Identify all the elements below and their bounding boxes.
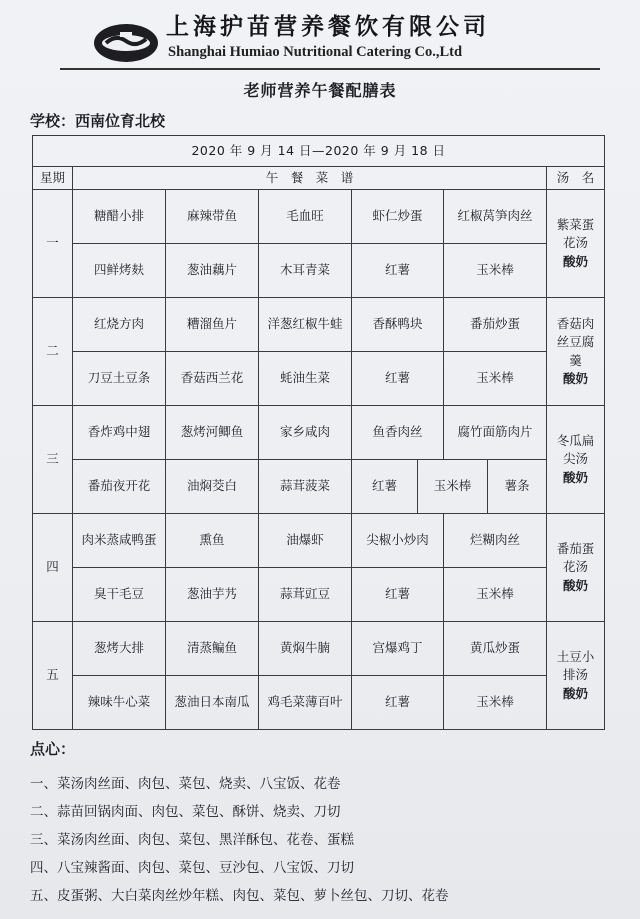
dish-cell: 红薯 xyxy=(352,244,444,298)
soup-line: 土豆小 xyxy=(556,649,595,665)
dish-cell: 玉米棒 xyxy=(444,568,547,622)
snack-item: 一、菜汤肉丝面、肉包、菜包、烧卖、八宝饭、花卷 xyxy=(30,776,341,792)
dish-cell: 糟溜鱼片 xyxy=(166,298,259,352)
dish-cell: 麻辣带鱼 xyxy=(166,190,259,244)
document-title: 老师营养午餐配膳表 xyxy=(243,81,397,100)
dish-cell: 蚝油生菜 xyxy=(259,352,352,406)
dish-cell: 油焖茭白 xyxy=(166,460,259,514)
dish-cell: 木耳青菜 xyxy=(259,244,352,298)
dish-cell: 尖椒小炒肉 xyxy=(352,514,444,568)
drink-label: 酸奶 xyxy=(563,685,589,701)
soup-line: 丝豆腐 xyxy=(556,334,595,350)
dish-cell: 虾仁炒蛋 xyxy=(352,190,444,244)
soup-cell xyxy=(547,298,605,406)
soup-line: 冬瓜扁 xyxy=(556,433,595,449)
drink-label: 酸奶 xyxy=(563,469,589,485)
dish-cell: 清蒸鳊鱼 xyxy=(166,622,259,676)
dish-cell: 玉米棒 xyxy=(444,352,547,406)
soup-line: 羹 xyxy=(569,352,582,368)
dish-cell: 番茄炒蛋 xyxy=(444,298,547,352)
dish-cell: 四鲜烤麸 xyxy=(73,244,166,298)
dish-cell: 臭干毛豆 xyxy=(73,568,166,622)
dish-cell: 家乡咸肉 xyxy=(259,406,352,460)
soup-line: 紫菜蛋 xyxy=(556,217,595,233)
dish-cell: 烂糊肉丝 xyxy=(444,514,547,568)
soup-cell xyxy=(547,406,605,514)
dish-cell: 葱油芋艿 xyxy=(166,568,259,622)
soup-line: 排汤 xyxy=(563,667,589,683)
dish-cell: 油爆虾 xyxy=(259,514,352,568)
drink-label: 酸奶 xyxy=(563,577,589,593)
dish-cell: 辣味牛心菜 xyxy=(73,676,166,730)
snack-item: 二、蒜苗回锅肉面、肉包、菜包、酥饼、烧卖、刀切 xyxy=(30,804,341,820)
dish-cell: 番茄夜开花 xyxy=(73,460,166,514)
company-logo-icon xyxy=(92,22,160,64)
dish-cell: 黄焖牛腩 xyxy=(259,622,352,676)
soup-line: 香菇肉 xyxy=(556,316,595,332)
dish-cell: 宫爆鸡丁 xyxy=(352,622,444,676)
dish-cell: 红椒莴笋肉丝 xyxy=(444,190,547,244)
header-dishes: 午 餐 菜 谱 xyxy=(73,167,547,190)
dish-cell: 薯条 xyxy=(488,460,547,514)
lunch-menu-table xyxy=(32,135,605,730)
dish-cell: 鸡毛菜薄百叶 xyxy=(259,676,352,730)
soup-line: 花汤 xyxy=(563,559,589,575)
company-name-chinese: 上海护苗营养餐饮有限公司 xyxy=(166,13,490,40)
dish-cell: 红烧方肉 xyxy=(73,298,166,352)
dish-cell: 红薯 xyxy=(352,676,444,730)
dish-cell: 葱烤河鲫鱼 xyxy=(166,406,259,460)
snack-item: 三、菜汤肉丝面、肉包、菜包、黑洋酥包、花卷、蛋糕 xyxy=(30,832,354,848)
header-day: 星期 xyxy=(33,167,73,190)
soup-cell xyxy=(547,190,605,298)
snack-item: 五、皮蛋粥、大白菜肉丝炒年糕、肉包、菜包、萝卜丝包、刀切、花卷 xyxy=(30,888,449,904)
dish-cell: 香炸鸡中翅 xyxy=(73,406,166,460)
soup-line: 花汤 xyxy=(563,235,589,251)
drink-label: 酸奶 xyxy=(563,370,589,386)
snack-item: 四、八宝辣酱面、肉包、菜包、豆沙包、八宝饭、刀切 xyxy=(30,860,354,876)
dish-cell: 葱油藕片 xyxy=(166,244,259,298)
dish-cell: 香酥鸭块 xyxy=(352,298,444,352)
dish-cell: 蒜茸豇豆 xyxy=(259,568,352,622)
dish-cell: 葱烤大排 xyxy=(73,622,166,676)
header-divider xyxy=(60,68,600,70)
dish-cell: 腐竹面筋肉片 xyxy=(444,406,547,460)
day-label: 四 xyxy=(33,514,73,622)
dish-cell: 玉米棒 xyxy=(444,244,547,298)
dish-cell: 玉米棒 xyxy=(444,676,547,730)
dish-cell: 红薯 xyxy=(352,352,444,406)
dish-cell: 糖醋小排 xyxy=(73,190,166,244)
dish-cell: 红薯 xyxy=(352,568,444,622)
snacks-title: 点心： xyxy=(30,740,76,758)
soup-cell xyxy=(547,514,605,622)
dish-cell: 香菇西兰花 xyxy=(166,352,259,406)
dish-cell: 洋葱红椒牛蛙 xyxy=(259,298,352,352)
dish-cell: 毛血旺 xyxy=(259,190,352,244)
day-label: 五 xyxy=(33,622,73,730)
soup-cell xyxy=(547,622,605,730)
dish-cell: 黄瓜炒蛋 xyxy=(444,622,547,676)
drink-label: 酸奶 xyxy=(563,253,589,269)
day-label: 三 xyxy=(33,406,73,514)
date-range: 2020 年 9 月 14 日—2020 年 9 月 18 日 xyxy=(33,136,605,167)
day-label: 一 xyxy=(33,190,73,298)
dish-cell: 熏鱼 xyxy=(166,514,259,568)
school-label: 学校：西南位育北校 xyxy=(30,112,166,130)
dish-cell: 玉米棒 xyxy=(418,460,488,514)
day-label: 二 xyxy=(33,298,73,406)
header-soup: 汤 名 xyxy=(547,167,605,190)
soup-line: 尖汤 xyxy=(563,451,589,467)
company-name-english: Shanghai Humiao Nutritional Catering Co.,Ltd xyxy=(168,44,463,60)
dish-cell: 蒜茸菠菜 xyxy=(259,460,352,514)
dish-cell: 刀豆土豆条 xyxy=(73,352,166,406)
dish-cell: 肉米蒸咸鸭蛋 xyxy=(73,514,166,568)
dish-cell: 鱼香肉丝 xyxy=(352,406,444,460)
dish-cell: 红薯 xyxy=(352,460,418,514)
dish-cell: 葱油日本南瓜 xyxy=(166,676,259,730)
soup-line: 番茄蛋 xyxy=(556,541,595,557)
